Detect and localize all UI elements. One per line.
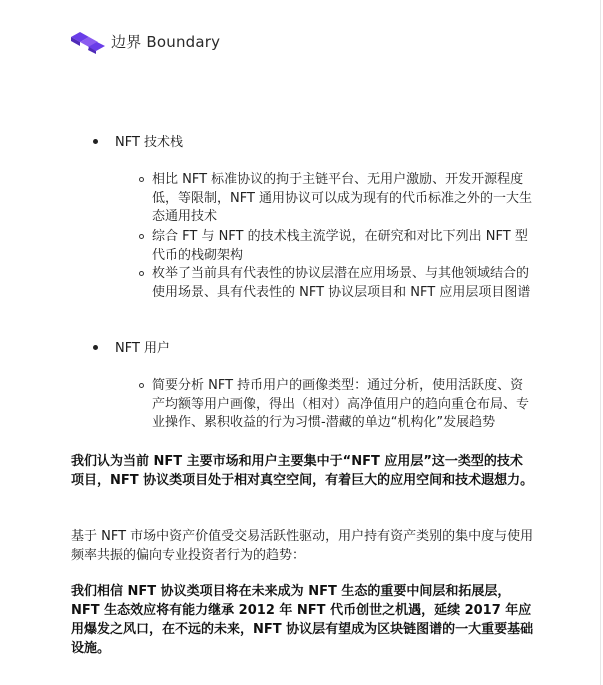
section-heading-nft-users (93, 339, 170, 358)
section-heading-text: NFT 用户 (115, 341, 171, 356)
list-item-text: 综合 FT 与 NFT 的技术栈主流学说，在研究和对比下列出 NFT 型代币的栈砌架构 (152, 229, 528, 263)
conclusion-paragraph-2: 我们相信 NFT 协议类项目将在未来成为 NFT 生态的重要中间层和拓展层，NFT 生态效应将有能力继承 2012 年 NFT 代币创世之机遇，延续 2017 年应用爆发之风口，在不远的未来，NFT 协议层有望成为区块链图谱的一大重要基础设施。 (71, 584, 534, 656)
sub-bullet-circle (139, 271, 144, 276)
list-item (139, 377, 534, 433)
list-item-text: 枚举了当前具有代表性的协议层潜在应用场景、与其他领域结合的使用场景、具有代表性的 NFT 协议层项目和 NFT 应用层项目图谱 (152, 266, 531, 300)
body-paragraph: 基于 NFT 市场中资产价值受交易活跃性驱动，用户持有资产类别的集中度与使用频率共振的偏向专业投资者行为的趋势： (71, 529, 534, 563)
list-item-text: 相比 NFT 标准协议的拘于主链平台、无用户激励、开发开源程度低，等限制，NFT 通用协议可以成为现有的代币标准之外的一大生态通用技术 (152, 172, 533, 224)
logo-text: 边界 Boundary (111, 32, 221, 51)
list-item (139, 265, 534, 302)
sub-bullet-circle (139, 383, 144, 388)
sub-bullet-circle (139, 234, 144, 239)
conclusion-paragraph-1: 我们认为当前 NFT 主要市场和用户主要集中于“NFT 应用层”这一类型的技术项目，NFT 协议类项目处于相对真空空间，有着巨大的应用空间和技术遐想力。 (71, 454, 534, 488)
boundary-logo-icon (71, 28, 105, 54)
bullet-dot (93, 345, 98, 350)
boundary-logo (71, 28, 220, 54)
section-heading-text: NFT 技术栈 (115, 135, 184, 150)
list-item-text: 简要分析 NFT 持币用户的画像类型：通过分析，使用活跃度、资产均额等用户画像，得出（相对）高净值用户的趋向重仓布局、专业操作、累积收益的行为习惯-潜藏的单边“机构化”发展趋势 (152, 378, 530, 430)
list-item (139, 171, 534, 227)
bullet-dot (93, 139, 98, 144)
list-item (139, 228, 534, 265)
sub-bullet-circle (139, 177, 144, 182)
section-heading-tech-stack (93, 133, 183, 152)
